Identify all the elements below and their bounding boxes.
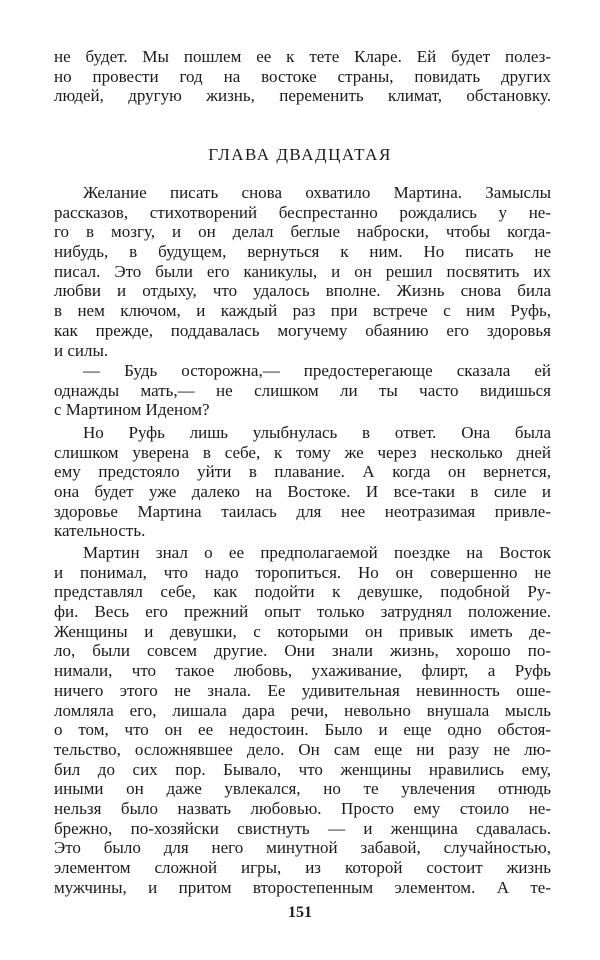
- text-line: Женщины и девушки, с которыми он привык иметь де-: [54, 621, 551, 641]
- text-line: не будет. Мы пошлем ее к тете Кларе. Ей будет полез-: [54, 47, 551, 66]
- text-line: мужчины, и притом второстепенным элементом. А те-: [54, 877, 551, 897]
- text-line: Но Руфь лишь улыбнулась в ответ. Она была: [83, 423, 551, 442]
- text-line: людей, другую жизнь, переменить климат, обстановку.: [54, 86, 551, 106]
- text-line: брежно, по-хозяйски свистнуть — и женщина сдавалась.: [54, 818, 551, 838]
- text-line: Желание писать снова охватило Мартина. Замыслы: [83, 183, 551, 202]
- paragraph-4: [54, 543, 551, 897]
- text-line: как прежде, поддавалась могучему обаянию его здоровья: [54, 320, 551, 340]
- paragraph-1: [54, 183, 551, 360]
- page-number: 151: [288, 904, 312, 921]
- text-line: иными он даже увлекался, но те увлечения отнюдь: [54, 779, 551, 799]
- continuation-paragraph: [54, 47, 551, 106]
- text-line: го в мозгу, и он делал беглые наброски, чтобы когда-: [54, 222, 551, 242]
- text-line: но провести год на востоке страны, повидать других: [54, 66, 551, 86]
- text-line: любви и отдыху, что удалось вполне. Жизнь снова била: [54, 281, 551, 301]
- paragraph-2-dialogue: [54, 361, 551, 420]
- text-line: Это было для него минутной забавой, случайностью,: [54, 838, 551, 858]
- text-line: здоровье Мартина таилась для нее неотразимая привле-: [54, 501, 551, 521]
- text-line: ло, были совсем другие. Они знали жизнь, хорошо по-: [54, 641, 551, 661]
- text-line: ломляла его, лишала дара речи, невольно внушала мысль: [54, 700, 551, 720]
- text-line: рассказов, стихотворений беспрестанно рождались у не-: [54, 202, 551, 222]
- text-line: однажды мать,— не слишком ли ты часто видишься: [54, 380, 551, 400]
- text-line: писал. Это были его каникулы, и он решил посвятить их: [54, 261, 551, 281]
- text-line: — Будь осторожна,— предостерегающе сказала ей: [83, 361, 551, 380]
- text-line: слишком уверена в себе, к тому же через несколько дней: [54, 442, 551, 462]
- text-line: она будет уже далеко на Востоке. И все-таки в силе и: [54, 482, 551, 502]
- text-line: нимали, что такое любовь, ухаживание, флирт, а Руфь: [54, 661, 551, 681]
- text-line: ничего этого не знала. Ее удивительная невинность оше-: [54, 680, 551, 700]
- text-line: с Мартином Иденом?: [54, 400, 210, 420]
- text-line: фи. Весь его прежний опыт только затруднял положение.: [54, 602, 551, 622]
- text-line: и силы.: [54, 340, 109, 360]
- text-line: Мартин знал о ее предполагаемой поездке на Восток: [83, 543, 551, 562]
- text-line: тельство, осложнявшее дело. Он сам еще ни разу не лю-: [54, 739, 551, 759]
- text-line: элементом сложной игры, из которой состоит жизнь: [54, 858, 551, 877]
- paragraph-3: [54, 423, 551, 541]
- text-line: ему предстояло уйти в плавание. А когда он вернется,: [54, 462, 551, 482]
- text-line: нибудь, в будущем, вернуться к ним. Но писать не: [54, 242, 551, 262]
- text-line: в нем ключом, и каждый раз при встрече с ним Руфь,: [54, 301, 551, 321]
- text-line: бил до сих пор. Бывало, что женщины нравились ему,: [54, 759, 551, 779]
- chapter-title: ГЛАВА ДВАДЦАТАЯ: [208, 145, 392, 164]
- text-line: о том, что он ее недостоин. Было и еще одно обстоя-: [54, 720, 551, 740]
- text-line: и понимал, что надо торопиться. Но он совершенно не: [54, 562, 551, 582]
- text-line: кательность.: [54, 521, 146, 541]
- text-line: представлял себе, как подойти к девушке, подобной Ру-: [54, 582, 551, 602]
- text-line: нельзя было назвать любовью. Просто ему стоило не-: [54, 798, 551, 818]
